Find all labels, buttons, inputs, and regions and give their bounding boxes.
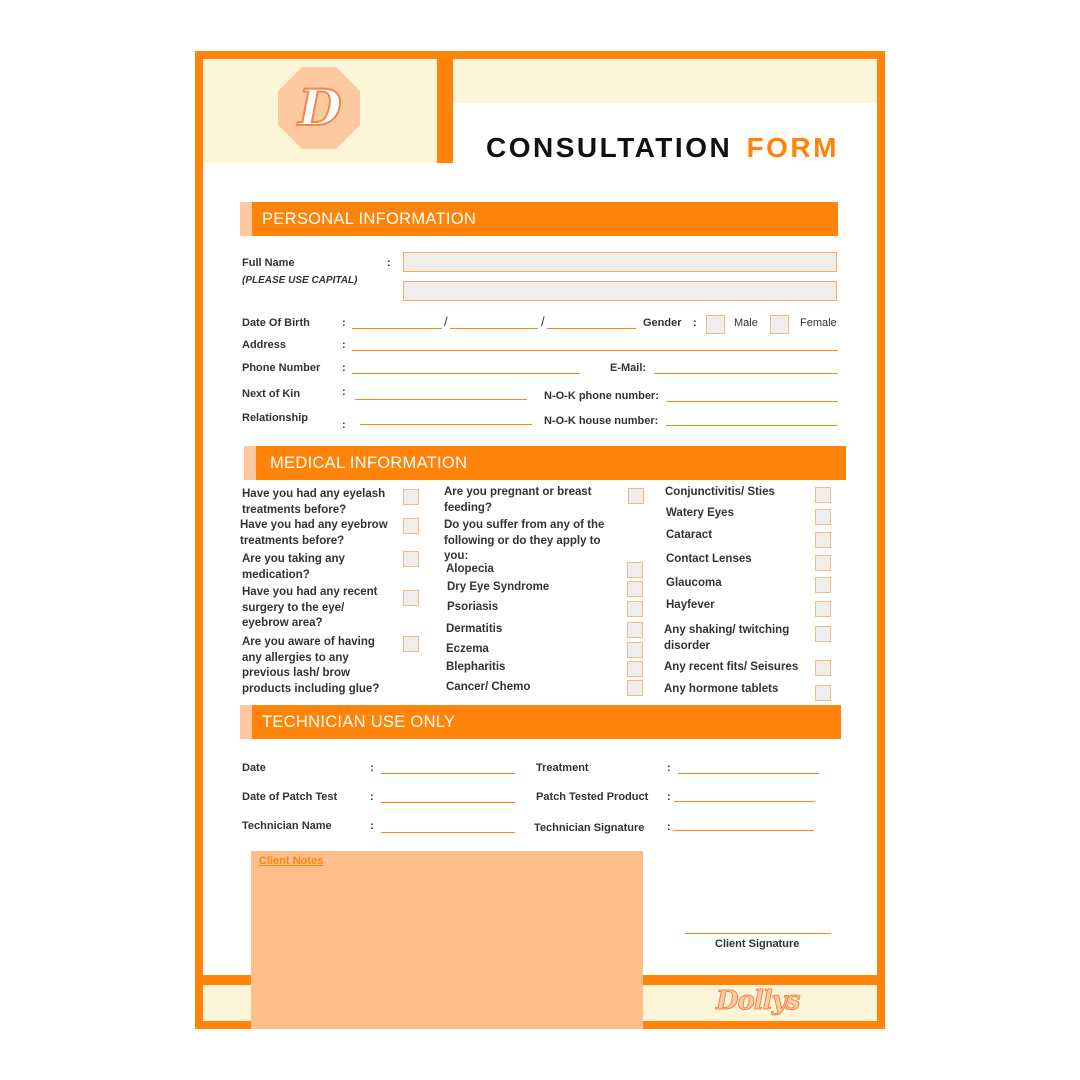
footer-brand-logo: Dollys (716, 986, 800, 1016)
tech-signature-line[interactable] (673, 830, 814, 831)
email-line[interactable] (654, 373, 838, 374)
email-label: E-Mail: (610, 362, 647, 374)
logo (276, 65, 362, 151)
hormone-checkbox[interactable] (815, 685, 831, 701)
alopecia-checkbox[interactable] (627, 562, 643, 578)
colon: : (342, 362, 346, 374)
question-suffer: Do you suffer from any of the following or do they apply to you: (444, 519, 605, 562)
colon: : (342, 339, 346, 351)
question-surgery: Have you had any recent surgery to the eye/ eyebrow area? (242, 586, 378, 629)
condition-fits: Any recent fits/ Seisures (664, 661, 799, 673)
section-tab (240, 705, 252, 739)
patch-product-line[interactable] (674, 801, 815, 802)
tech-name-line[interactable] (381, 832, 515, 833)
watery-eyes-checkbox[interactable] (815, 509, 831, 525)
condition-cataract: Cataract (666, 529, 713, 541)
dob-slash: / (541, 314, 545, 329)
phone-line[interactable] (352, 373, 580, 374)
technician-section-header (240, 705, 841, 739)
fits-checkbox[interactable] (815, 660, 831, 676)
colon: : (342, 386, 346, 398)
condition-hayfever: Hayfever (666, 599, 715, 611)
treatment-line[interactable] (678, 773, 819, 774)
dob-month-line[interactable] (450, 328, 538, 329)
personal-section-header (240, 202, 838, 236)
glaucoma-checkbox[interactable] (815, 577, 831, 593)
header-divider (437, 59, 453, 163)
colon: : (370, 820, 374, 832)
patch-date-line[interactable] (381, 802, 515, 803)
tech-date-line[interactable] (381, 773, 515, 774)
surgery-checkbox[interactable] (403, 590, 419, 606)
condition-hormone: Any hormone tablets (664, 683, 779, 695)
colon: : (342, 419, 346, 431)
psoriasis-checkbox[interactable] (627, 601, 643, 617)
client-notes-box[interactable] (251, 851, 643, 1029)
colon: : (342, 317, 346, 329)
dob-year-line[interactable] (547, 328, 636, 329)
eczema-checkbox[interactable] (627, 642, 643, 658)
cancer-checkbox[interactable] (627, 680, 643, 696)
title-main: CONSULTATION (486, 132, 733, 163)
technician-heading: TECHNICIAN USE ONLY (262, 713, 456, 731)
condition-contact-lenses: Contact Lenses (666, 553, 752, 565)
dob-label: Date Of Birth (242, 317, 310, 329)
male-checkbox[interactable] (706, 315, 725, 334)
question-allergies: Are you aware of having any allergies to any previous lash/ brow products including glue? (242, 636, 380, 695)
dermatitis-checkbox[interactable] (627, 622, 643, 638)
condition-eczema: Eczema (446, 643, 489, 655)
page-title (486, 132, 839, 164)
capital-note: (PLEASE USE CAPITAL) (242, 275, 358, 286)
colon: : (370, 791, 374, 803)
female-checkbox[interactable] (770, 315, 789, 334)
tech-name-label: Technician Name (242, 820, 332, 832)
phone-label: Phone Number (242, 362, 321, 374)
condition-dermatitis: Dermatitis (446, 623, 503, 635)
gender-label: Gender (643, 317, 682, 329)
patch-product-label: Patch Tested Product (536, 791, 649, 803)
colon: : (387, 257, 391, 269)
conjunctivitis-checkbox[interactable] (815, 487, 831, 503)
next-of-kin-line[interactable] (355, 399, 527, 400)
full-name-field-2[interactable] (403, 281, 837, 301)
question-pregnant: Are you pregnant or breast feeding? (444, 486, 592, 514)
colon: : (667, 791, 671, 803)
female-label: Female (800, 317, 837, 329)
patch-date-label: Date of Patch Test (242, 791, 338, 803)
dry-eye-checkbox[interactable] (627, 581, 643, 597)
nok-house-label: N-O-K house number: (544, 415, 659, 427)
tech-signature-label: Technician Signature (534, 822, 645, 834)
header-title-band (453, 59, 877, 103)
section-tab (244, 446, 256, 480)
client-signature-label: Client Signature (715, 938, 800, 950)
contact-lenses-checkbox[interactable] (815, 555, 831, 571)
tech-date-label: Date (242, 762, 266, 774)
eyebrow-checkbox[interactable] (403, 518, 419, 534)
nok-phone-label: N-O-K phone number: (544, 390, 659, 402)
question-eyebrow: Have you had any eyebrow treatments before? (240, 519, 388, 547)
personal-heading: PERSONAL INFORMATION (262, 210, 477, 228)
cataract-checkbox[interactable] (815, 532, 831, 548)
condition-shaking: Any shaking/ twitching disorder (664, 624, 790, 652)
dob-slash: / (444, 314, 448, 329)
colon: : (693, 317, 697, 329)
medical-section-header (244, 446, 846, 480)
full-name-label: Full Name (242, 257, 295, 269)
medication-checkbox[interactable] (403, 551, 419, 567)
condition-dry-eye: Dry Eye Syndrome (447, 581, 550, 593)
treatment-label: Treatment (536, 762, 589, 774)
nok-phone-line[interactable] (667, 401, 838, 402)
client-notes-label: Client Notes (259, 855, 324, 867)
condition-cancer: Cancer/ Chemo (446, 681, 531, 693)
condition-psoriasis: Psoriasis (447, 601, 499, 613)
nok-house-line[interactable] (666, 425, 837, 426)
blepharitis-checkbox[interactable] (627, 661, 643, 677)
colon: : (667, 762, 671, 774)
hayfever-checkbox[interactable] (815, 601, 831, 617)
condition-watery-eyes: Watery Eyes (666, 507, 734, 519)
section-tab (240, 202, 252, 236)
colon: : (370, 762, 374, 774)
pregnant-checkbox[interactable] (628, 488, 644, 504)
male-label: Male (734, 317, 758, 329)
title-accent: FORM (746, 132, 839, 163)
relationship-label: Relationship (242, 412, 309, 424)
question-eyelash: Have you had any eyelash treatments before? (242, 488, 386, 516)
eyelash-checkbox[interactable] (403, 489, 419, 505)
next-of-kin-label: Next of Kin (242, 388, 301, 400)
relationship-line[interactable] (360, 424, 532, 425)
condition-glaucoma: Glaucoma (666, 577, 722, 589)
condition-conjunctivitis: Conjunctivitis/ Sties (665, 486, 775, 498)
condition-alopecia: Alopecia (446, 563, 494, 575)
full-name-field-1[interactable] (403, 252, 837, 272)
shaking-checkbox[interactable] (815, 626, 831, 642)
allergies-checkbox[interactable] (403, 636, 419, 652)
client-signature-line[interactable] (685, 933, 831, 934)
colon: : (667, 821, 671, 833)
dob-day-line[interactable] (352, 328, 442, 329)
condition-blepharitis: Blepharitis (446, 661, 506, 673)
question-medication: Are you taking any medication? (242, 553, 345, 581)
logo-letter: D (298, 78, 342, 137)
medical-heading: MEDICAL INFORMATION (270, 454, 468, 472)
address-line[interactable] (352, 350, 838, 351)
address-label: Address (242, 339, 287, 351)
